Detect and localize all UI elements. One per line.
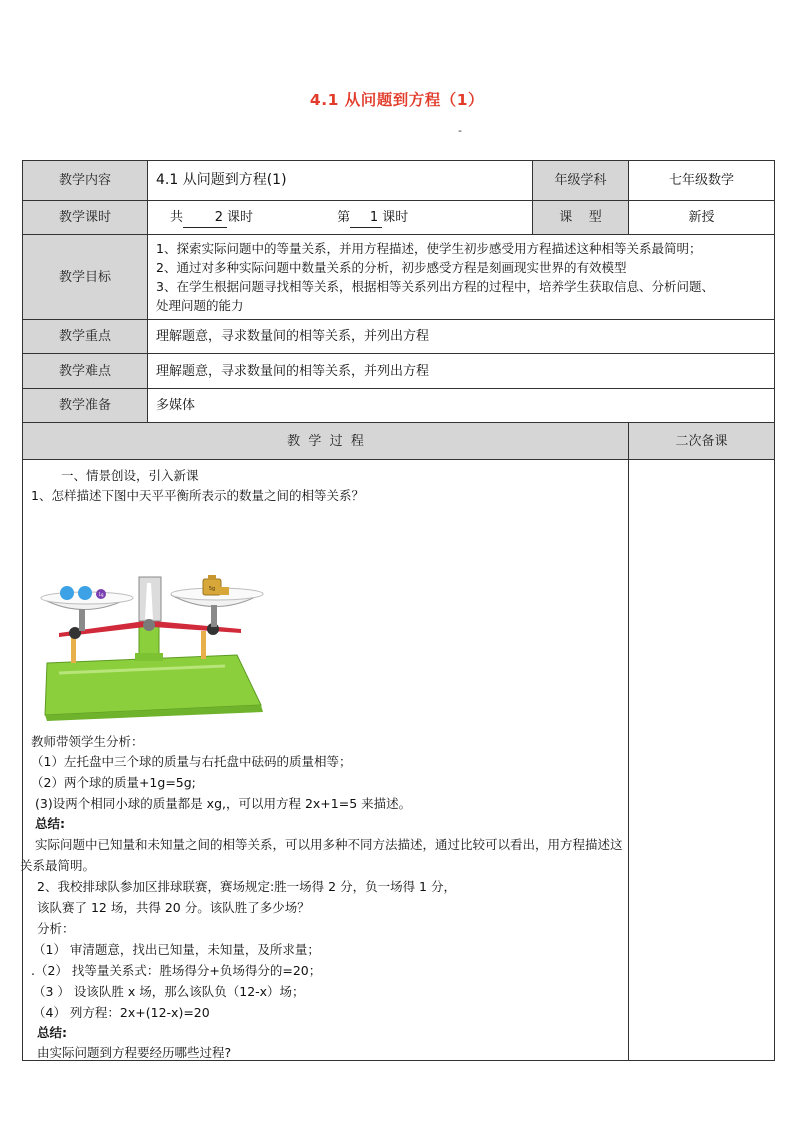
balance-scale-image xyxy=(35,575,267,721)
difficulty-value: 理解题意，寻求数量间的相等关系，并列出方程 xyxy=(148,354,775,389)
prep-label: 教学准备 xyxy=(23,389,148,423)
summary-1-line-1: 实际问题中已知量和未知量之间的相等关系，可以用多种不同方法描述，通过比较可以看出，用方程描述这 xyxy=(35,837,623,852)
content-value: 4.1 从问题到方程(1) xyxy=(148,161,533,201)
summary-1-title: 总结: xyxy=(35,816,65,831)
goals-label: 教学目标 xyxy=(23,235,148,320)
question-2-line-1: 2、我校排球队参加区排球联赛，赛场规定:胜一场得 2 分，负一场得 1 分， xyxy=(37,879,456,894)
type-label: 课 型 xyxy=(533,201,629,235)
second-prep-header xyxy=(629,423,775,460)
summary-1-line-2: 关系最简明。 xyxy=(20,858,96,873)
analysis-step-1: （1）左托盘中三个球的质量与右托盘中砝码的质量相等； xyxy=(31,754,352,769)
grade-value: 七年级数学 xyxy=(629,161,775,201)
hours-value xyxy=(148,201,533,235)
hours-row xyxy=(23,201,775,235)
analysis-2-title: 分析： xyxy=(37,921,75,936)
prep-value: 多媒体 xyxy=(148,389,775,423)
solution-step-2: .（2） 找等量关系式：胜场得分+负场得分的=20； xyxy=(31,963,322,978)
hours-label: 教学课时 xyxy=(23,201,148,235)
nth-prefix: 第 xyxy=(337,209,351,225)
process-header-row xyxy=(23,423,775,460)
goal-item: 处理问题的能力 xyxy=(156,298,244,313)
analysis-step-2: （2）两个球的质量+1g=5g; xyxy=(31,775,196,790)
solution-step-4: （4） 列方程：2x+(12-x)=20 xyxy=(33,1005,210,1020)
solution-step-1: （1） 审清题意，找出已知量，未知量，及所求量； xyxy=(33,942,320,957)
content-row xyxy=(23,161,775,201)
focus-label: 教学重点 xyxy=(23,320,148,354)
total-hours: 2 xyxy=(183,208,227,228)
summary-2-title: 总结: xyxy=(37,1025,67,1040)
ball-label: 1g xyxy=(98,592,104,597)
solution-step-3: （3 ） 设该队胜 x 场，那么该队负（12-x）场； xyxy=(33,984,305,999)
process-row xyxy=(23,460,775,1061)
goal-item: 3、在学生根据问题寻找相等关系，根据相等关系列出方程的过程中，培养学生获取信息、分析问题、 xyxy=(156,279,714,294)
goal-item: 2、通过对多种实际问题中数量关系的分析，初步感受方程是刻画现实世界的有效模型 xyxy=(156,260,627,275)
goals-row xyxy=(23,235,775,320)
second-prep-column xyxy=(629,460,775,1061)
total-prefix: 共 xyxy=(170,209,184,225)
second-prep-label: 二次备课 xyxy=(675,433,728,449)
weight-label: 5g xyxy=(208,586,216,592)
question-2-line-2: 该队赛了 12 场，共得 20 分。该队胜了多少场？ xyxy=(37,900,310,915)
intro-heading: 一、情景创设，引入新课 xyxy=(61,468,199,483)
question-1: 1、怎样描述下图中天平平衡所表示的数量之间的相等关系？ xyxy=(31,488,364,503)
analysis-title: 教师带领学生分析： xyxy=(31,734,144,749)
page-title: 4.1 从问题到方程（1） xyxy=(309,91,485,109)
focus-row xyxy=(23,320,775,354)
goal-item: 1、探索实际问题中的等量关系，并用方程描述，使学生初步感受用方程描述这种相等关系最简明； xyxy=(156,241,702,256)
focus-value: 理解题意，寻求数量间的相等关系，并列出方程 xyxy=(148,320,775,354)
type-value: 新授 xyxy=(629,201,775,235)
difficulty-row xyxy=(23,354,775,389)
grade-label: 年级学科 xyxy=(533,161,629,201)
analysis-step-3: (3)设两个相同小球的质量都是 xg,，可以用方程 2x+1=5 来描述。 xyxy=(35,796,412,811)
prep-row xyxy=(23,389,775,423)
process-content xyxy=(20,460,629,1061)
dash-mark: - xyxy=(458,124,462,137)
goals-list xyxy=(148,235,775,320)
content-label: 教学内容 xyxy=(23,161,148,201)
nth-hour: 1 xyxy=(350,208,382,228)
difficulty-label: 教学难点 xyxy=(23,354,148,389)
lesson-plan-table xyxy=(22,160,775,1061)
nth-suffix: 课时 xyxy=(382,209,409,225)
summary-2-question: 由实际问题到方程要经历哪些过程? xyxy=(37,1045,232,1060)
total-suffix: 课时 xyxy=(227,209,254,225)
process-header: 教 学 过 程 xyxy=(23,423,629,460)
